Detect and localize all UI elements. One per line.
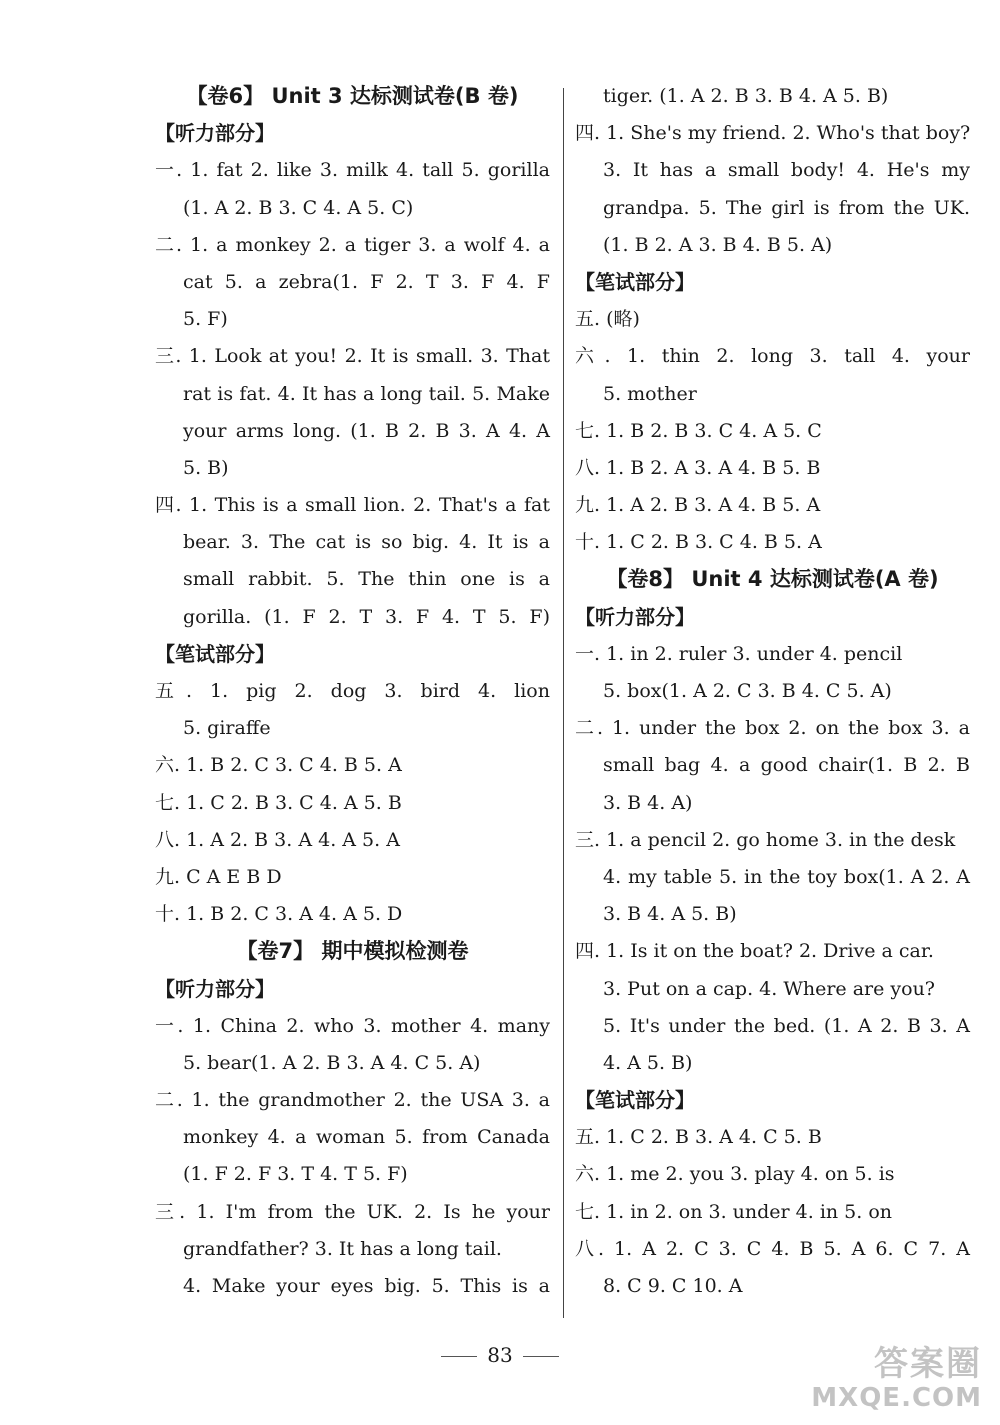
answer-line: 六. 1. thin 2. long 3. tall 4. your (575, 345, 970, 368)
answer-line: 六. 1. me 2. you 3. play 4. on 5. is (575, 1163, 895, 1186)
answer-line: 八. 1. A 2. C 3. C 4. B 5. A 6. C 7. A (575, 1237, 970, 1260)
answer-line: small rabbit. 5. The thin one is a (183, 568, 550, 591)
answer-line: rat is fat. 4. It has a long tail. 5. Make (183, 382, 550, 405)
section-heading: 【笔试部分】 (155, 641, 275, 666)
answer-line: 八. 1. B 2. A 3. A 4. B 5. B (575, 456, 821, 479)
column-divider (563, 88, 564, 1318)
section-heading: 【笔试部分】 (575, 1088, 695, 1113)
answer-line: (1. B 2. A 3. B 4. B 5. A) (603, 233, 833, 256)
answer-line: gorilla. (1. F 2. T 3. F 4. T 5. F) (183, 605, 550, 628)
answer-line: 四. 1. This is a small lion. 2. That's a fat (155, 494, 550, 517)
answer-line: (1. F 2. F 3. T 4. T 5. F) (183, 1163, 408, 1186)
answer-line: 3. B 4. A 5. B) (603, 903, 737, 926)
answer-line: 5. It's under the bed. (1. A 2. B 3. A (603, 1014, 970, 1037)
footer-dash-left (441, 1356, 477, 1357)
exam-title: 【卷8】 Unit 4 达标测试卷(A 卷) (606, 567, 939, 592)
answer-line: your arms long. (1. B 2. B 3. A 4. A (183, 419, 550, 442)
answer-line: 五. 1. pig 2. dog 3. bird 4. lion (155, 680, 550, 702)
answer-line: monkey 4. a woman 5. from Canada (183, 1126, 550, 1149)
answer-line: 十. 1. B 2. C 3. A 4. A 5. D (155, 903, 403, 926)
right-column (575, 78, 970, 1305)
answer-line: 5. bear(1. A 2. B 3. A 4. C 5. A) (183, 1051, 481, 1074)
answer-line: 五. (略) (575, 308, 640, 331)
answer-line: 二. 1. the grandmother 2. the USA 3. a (155, 1089, 550, 1112)
left-column (155, 78, 550, 1305)
answer-line: 五. 1. C 2. B 3. A 4. C 5. B (575, 1126, 822, 1149)
answer-line: 七. 1. B 2. B 3. C 4. A 5. C (575, 419, 822, 442)
answer-line: 八. 1. A 2. B 3. A 4. A 5. A (155, 828, 400, 851)
section-heading: 【听力部分】 (155, 121, 275, 146)
answer-line: 一. 1. fat 2. like 3. milk 4. tall 5. gorilla (155, 159, 550, 182)
answer-line: 十. 1. C 2. B 3. C 4. B 5. A (575, 531, 822, 554)
section-heading: 【听力部分】 (575, 604, 695, 629)
answer-line: 三. 1. a pencil 2. go home 3. in the desk (575, 828, 956, 851)
answer-line: 4. my table 5. in the toy box(1. A 2. A (603, 865, 970, 888)
answer-line: 七. 1. C 2. B 3. C 4. A 5. B (155, 791, 402, 814)
answer-line: 5. giraffe (183, 717, 271, 740)
answer-line: 3. Put on a cap. 4. Where are you? (603, 977, 935, 1000)
answer-line: 一. 1. China 2. who 3. mother 4. many (155, 1014, 550, 1037)
answer-line: bear. 3. The cat is so big. 4. It is a (183, 531, 550, 554)
page-number: 83 (487, 1343, 513, 1367)
answer-line: cat 5. a zebra(1. F 2. T 3. F 4. F (183, 270, 550, 293)
answer-line: 九. C A E B D (155, 865, 282, 888)
answer-line: 4. A 5. B) (603, 1051, 693, 1074)
answer-line: 四. 1. She's my friend. 2. Who's that boy? (575, 122, 971, 145)
exam-title: 【卷7】 期中模拟检测卷 (236, 939, 469, 964)
watermark-site-text: MXQE.COM (811, 1383, 982, 1413)
answer-line: 六. 1. B 2. C 3. C 4. B 5. A (155, 754, 402, 777)
watermark-logo-text: 答案圈 (874, 1344, 982, 1384)
answer-line: 4. Make your eyes big. 5. This is a (183, 1275, 550, 1297)
answer-line: 3. B 4. A) (603, 791, 693, 814)
answer-line: 3. It has a small body! 4. He's my (603, 159, 970, 182)
answer-line: 二. 1. a monkey 2. a tiger 3. a wolf 4. a (155, 233, 550, 256)
answer-line: 二. 1. under the box 2. on the box 3. a (575, 717, 970, 740)
section-heading: 【听力部分】 (155, 976, 275, 1001)
answer-line: (1. A 2. B 3. C 4. A 5. C) (183, 196, 414, 219)
answer-line: 七. 1. in 2. on 3. under 4. in 5. on (575, 1200, 893, 1223)
answer-line: 5. box(1. A 2. C 3. B 4. C 5. A) (603, 680, 892, 702)
answer-line: 8. C 9. C 10. A (603, 1275, 743, 1297)
answer-line: 5. B) (183, 456, 229, 479)
answer-line: grandfather? 3. It has a long tail. (183, 1237, 502, 1260)
answer-line: 5. F) (183, 308, 228, 331)
section-heading: 【笔试部分】 (575, 269, 695, 294)
answer-line: 5. mother (603, 382, 697, 405)
answer-line: 四. 1. Is it on the boat? 2. Drive a car. (575, 940, 934, 963)
answer-line: small bag 4. a good chair(1. B 2. B (603, 754, 970, 777)
answer-line: 三. 1. Look at you! 2. It is small. 3. That (155, 345, 550, 368)
answer-line: 一. 1. in 2. ruler 3. under 4. pencil (575, 642, 903, 665)
answer-line: 三. 1. I'm from the UK. 2. Is he your (155, 1200, 550, 1223)
answer-line: 九. 1. A 2. B 3. A 4. B 5. A (575, 494, 821, 517)
answer-line: grandpa. 5. The girl is from the UK. (603, 196, 970, 219)
footer-dash-right (523, 1356, 559, 1357)
answer-line: tiger. (1. A 2. B 3. B 4. A 5. B) (603, 85, 889, 107)
exam-title: 【卷6】 Unit 3 达标测试卷(B 卷) (186, 84, 519, 108)
watermark-logo (772, 1345, 982, 1415)
